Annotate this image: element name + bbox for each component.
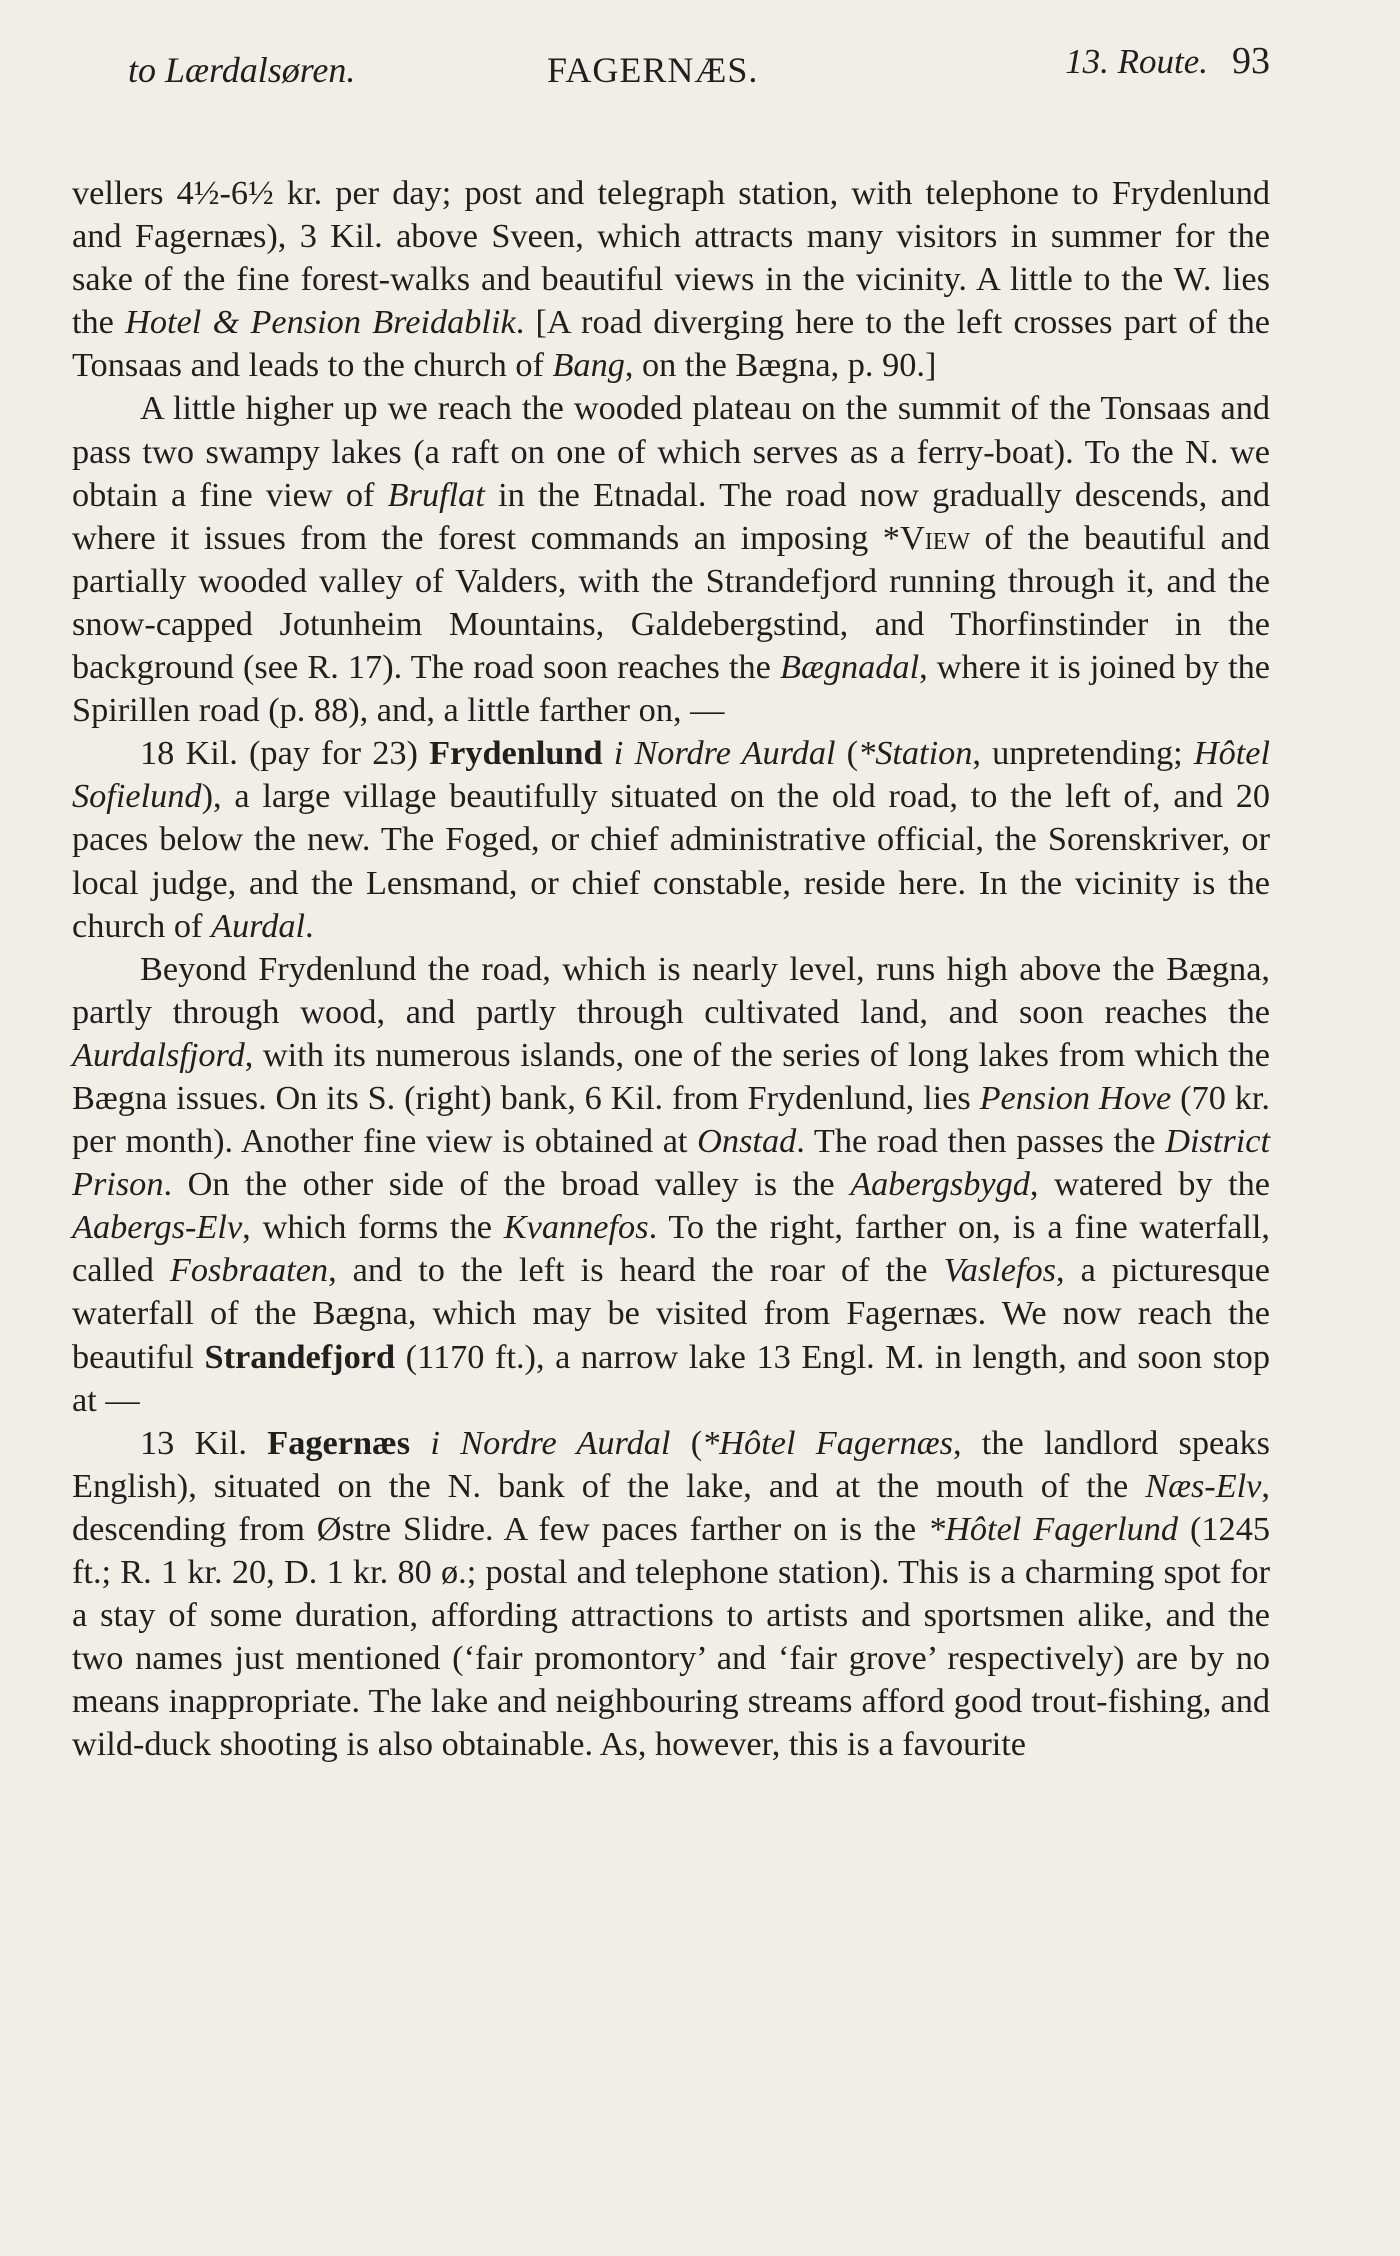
text-run: , descending from Østre Slidre. A few paces farther on is the bbox=[72, 1466, 1270, 1548]
book-page bbox=[72, 40, 1270, 2230]
body-text bbox=[72, 172, 1270, 1766]
text-run: Bægnadal bbox=[780, 648, 920, 687]
text-run: Hotel & Pension Breidablik bbox=[125, 303, 516, 342]
text-run: *Station bbox=[858, 734, 973, 773]
text-run: . To the right, farther on, is a fine waterfall, called bbox=[72, 1208, 1270, 1290]
paragraph-4 bbox=[72, 948, 1270, 1422]
text-run: , where it is joined by the Spirillen road (p. 88), and, a little farther on, — bbox=[72, 648, 1270, 730]
text-run: Bang bbox=[552, 346, 625, 385]
running-head-title: FAGERNÆS. bbox=[547, 50, 759, 90]
text-run: District Prison bbox=[72, 1122, 1270, 1204]
text-run: Hôtel Sofielund bbox=[72, 734, 1270, 816]
page-number: 93 bbox=[1232, 40, 1270, 82]
text-run: A little higher up we reach the wooded plateau on the summit of the Tonsaas and pass two swampy lakes (a raft on one of which serves as a ferry-boat). To the N. we obtain a fine view of bbox=[72, 389, 1270, 514]
text-run: , on the Bægna, p. 90.] bbox=[624, 346, 937, 385]
paragraph-3 bbox=[72, 732, 1270, 947]
paragraph-1 bbox=[72, 172, 1270, 387]
text-run: . bbox=[305, 906, 314, 945]
running-head-right bbox=[1065, 42, 1270, 80]
text-run: . [A road diverging here to the left crosses part of the Tonsaas and leads to the church of bbox=[72, 303, 1271, 385]
text-run: ( bbox=[835, 734, 859, 773]
text-run: Aabergsbygd bbox=[850, 1165, 1030, 1204]
text-run: 13 Kil. bbox=[140, 1423, 268, 1462]
text-run: 18 Kil. (pay for 23) bbox=[140, 734, 430, 773]
text-run: Frydenlund bbox=[429, 734, 603, 773]
text-run: View bbox=[899, 518, 971, 557]
text-run: ), a large village beautifully situated on the old road, to the left of, and 20 paces below the new. The Foged, or chief administrative official, the Sorenskriver, or local judge, and the Lensmand, or chief constable, reside here. In the vicinity is the church of bbox=[72, 777, 1270, 945]
running-head bbox=[72, 40, 1270, 110]
text-run: (70 kr. per month). Another fine view is obtained at bbox=[72, 1078, 1270, 1161]
text-run: , a picturesque waterfall of the Bægna, which may be visited from Fagernæs. We now reach the beautiful bbox=[72, 1251, 1270, 1376]
text-run: Pension Hove bbox=[979, 1078, 1172, 1117]
paragraph-2 bbox=[72, 387, 1270, 732]
text-run: Kvannefos bbox=[503, 1208, 649, 1247]
running-head-left: to Lærdalsøren. bbox=[128, 50, 356, 90]
text-run: i Nordre Aurdal bbox=[430, 1423, 671, 1462]
text-run: , watered by the bbox=[1029, 1165, 1270, 1204]
paragraph-5 bbox=[72, 1422, 1270, 1767]
text-run: . The road then passes the bbox=[796, 1122, 1166, 1161]
text-run: Strandefjord bbox=[204, 1337, 396, 1376]
text-run: i Nordre Aurdal bbox=[613, 734, 836, 773]
text-run bbox=[410, 1424, 430, 1462]
text-run: Aurdalsfjord bbox=[72, 1035, 245, 1074]
text-run: Næs-Elv bbox=[1145, 1466, 1262, 1505]
text-run: . On the other side of the broad valley is the bbox=[163, 1165, 851, 1204]
text-run: Fagernæs bbox=[267, 1423, 411, 1462]
text-run: Aurdal bbox=[211, 906, 306, 945]
text-run: , the landlord speaks English), situated on the N. bank of the lake, and at the mouth of the bbox=[72, 1423, 1270, 1505]
text-run: , and to the left is heard the roar of the bbox=[328, 1251, 944, 1290]
text-run: Vaslefos bbox=[943, 1251, 1056, 1290]
text-run: in the Etnadal. The road now gradually descends, and where it issues from the forest commands an imposing * bbox=[72, 475, 1270, 557]
text-run: (1170 ft.), a narrow lake 13 Engl. M. in length, and soon stop at — bbox=[72, 1337, 1270, 1419]
text-run: Aabergs-Elv bbox=[72, 1208, 243, 1247]
text-run bbox=[603, 734, 614, 772]
text-run: *Hôtel Fagerlund bbox=[927, 1509, 1179, 1548]
text-run: Fosbraaten bbox=[169, 1251, 329, 1290]
text-run: Onstad bbox=[697, 1122, 797, 1161]
text-run: vellers 4½-6½ kr. per day; post and telegraph station, with telephone to Frydenlund and Fagernæs), 3 Kil. above Sveen, which attracts many visitors in summer for the sake of the fine forest-walks and beautiful views in the vicinity. A little to the W. lies the bbox=[72, 174, 1270, 342]
text-run: , with its numerous islands, one of the series of long lakes from which the Bægna issues. On its S. (right) bank, 6 Kil. from Frydenlund, lies bbox=[72, 1035, 1270, 1117]
text-run: ( bbox=[670, 1423, 703, 1462]
text-run: , which forms the bbox=[242, 1208, 504, 1247]
text-run: Bruflat bbox=[387, 475, 485, 514]
route-label: 13. Route. bbox=[1065, 42, 1208, 81]
text-run: (1245 ft.; R. 1 kr. 20, D. 1 kr. 80 ø.; postal and telephone station). This is a charming spot for a stay of some duration, affording attractions to artists and sportsmen alike, and the two names just mentioned (‘fair promontory’ and ‘fair grove’ respectively) are by no means inappropriate. The lake and neighbouring streams afford good trout-fishing, and wild-duck shooting is also obtainable. As, however, this is a favourite bbox=[72, 1509, 1271, 1764]
text-run: Beyond Frydenlund the road, which is nearly level, runs high above the Bægna, partly through wood, and partly through cultivated land, and soon reaches the bbox=[72, 949, 1270, 1031]
text-run: *Hôtel Fagernæs bbox=[702, 1423, 953, 1462]
text-run: of the beautiful and partially wooded valley of Valders, with the Strandefjord running through it, and the snow-capped Jotunheim Mountains, Galdebergstind, and Thorfinstinder in the background (see R. 17). The road soon reaches the bbox=[72, 518, 1270, 687]
text-run: , unpretending; bbox=[972, 734, 1194, 773]
